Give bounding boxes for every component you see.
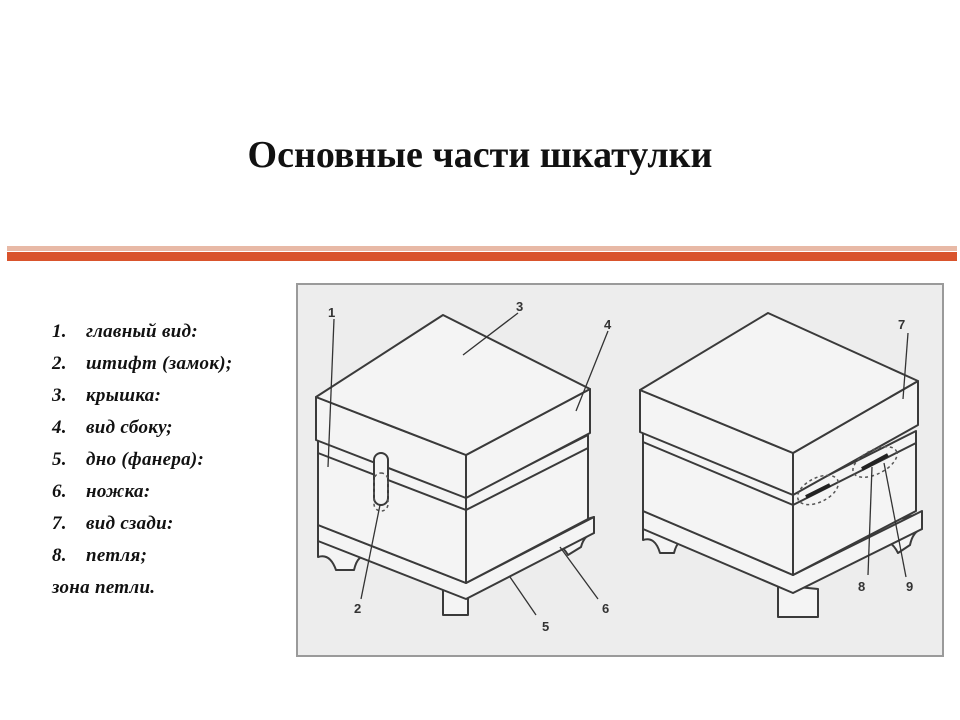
label-9: 9 — [906, 579, 914, 594]
legend-item: 2. штифт (замок); — [52, 353, 233, 374]
legend-item: 6. ножка: — [52, 481, 151, 502]
box-front-view — [316, 315, 594, 615]
label-4: 4 — [604, 317, 612, 332]
box-drawings — [298, 285, 942, 655]
legend-item: 5. дно (фанера): — [52, 449, 205, 470]
pin-slot — [374, 453, 388, 505]
legend-item: 8. петля; — [52, 545, 148, 566]
legend-item: 1. главный вид: — [52, 321, 198, 342]
label-2: 2 — [354, 601, 362, 616]
label-8: 8 — [858, 579, 866, 594]
label-5: 5 — [542, 619, 550, 634]
divider-accent — [7, 252, 957, 261]
legend-item: 7. вид сзади: — [52, 513, 174, 534]
legend-item: зона петли. — [52, 577, 156, 598]
box-diagram — [296, 283, 944, 657]
label-7: 7 — [898, 317, 906, 332]
label-3: 3 — [516, 299, 524, 314]
legend-item: 4. вид сбоку; — [52, 417, 173, 438]
box-back-view — [640, 313, 922, 617]
divider-light — [7, 246, 957, 251]
label-6: 6 — [602, 601, 610, 616]
legend-item: 3. крышка: — [52, 385, 162, 406]
page-title: Основные части шкатулки — [247, 134, 713, 176]
parts-legend — [52, 316, 312, 604]
label-1: 1 — [328, 305, 336, 320]
